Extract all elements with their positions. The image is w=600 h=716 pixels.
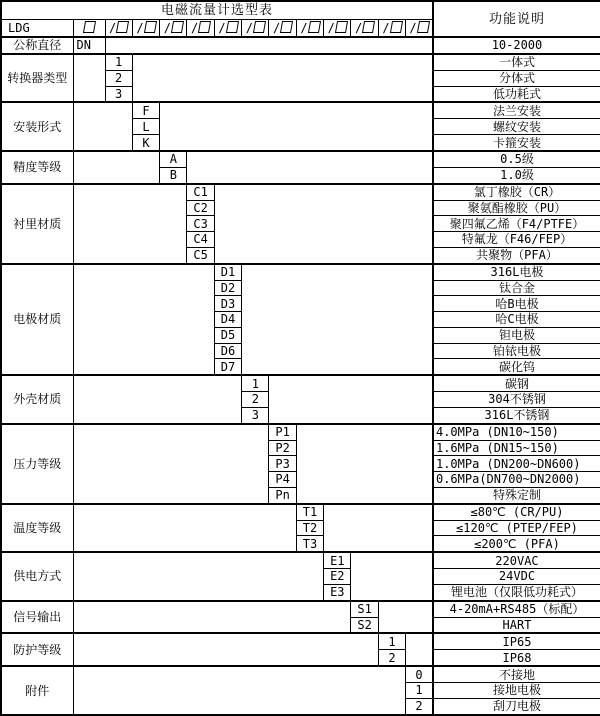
slash-separator: /: [245, 21, 253, 36]
code-cell: 2: [406, 698, 433, 715]
code-box-icon: [116, 21, 129, 33]
table-row: [1, 375, 600, 391]
code-cell: K: [132, 135, 159, 151]
code-cell: C2: [187, 200, 214, 216]
desc-cell: 特氟龙（F46/FEP）: [433, 232, 600, 248]
code-box-icon: [226, 21, 239, 33]
desc-cell: 316L电极: [433, 264, 600, 280]
title-row: [1, 1, 600, 19]
category-label-8: 温度等级: [1, 504, 73, 552]
right-spacer-cell: [242, 264, 433, 376]
code-cell: A: [160, 151, 187, 167]
desc-cell: 10-2000: [433, 37, 600, 54]
left-spacer-cell: [73, 424, 269, 504]
slash-separator: /: [300, 21, 308, 36]
desc-cell: 刮刀电极: [433, 698, 600, 715]
desc-cell: ≤120℃ (PTEP/FEP): [433, 520, 600, 536]
code-box-icon: [417, 21, 430, 33]
desc-cell: IP68: [433, 650, 600, 666]
category-label-12: 附件: [1, 666, 73, 715]
category-label-5: 电极材质: [1, 264, 73, 376]
slash-box-cell: [105, 19, 132, 37]
code-box-icon: [198, 21, 211, 33]
code-cell: C3: [187, 216, 214, 232]
desc-cell: 一体式: [433, 54, 600, 70]
left-spacer-cell: [73, 375, 242, 423]
slash-box-cell: [242, 19, 269, 37]
right-spacer-cell: [132, 54, 433, 102]
right-spacer-cell: [187, 151, 433, 184]
code-box-icon: [280, 21, 293, 33]
category-label-9: 供电方式: [1, 552, 73, 600]
right-spacer-cell: [351, 552, 433, 600]
right-spacer-cell: [378, 601, 433, 634]
code-box-icon: [308, 21, 321, 33]
code-box-icon: [144, 21, 157, 33]
table-row: [1, 151, 600, 167]
right-spacer-cell: [214, 184, 433, 264]
desc-cell: 聚氨酯橡胶（PU）: [433, 200, 600, 216]
code-cell: F: [132, 102, 159, 118]
desc-cell: 1.0MPa (DN200~DN600): [433, 456, 600, 472]
left-spacer-cell: [73, 54, 105, 102]
desc-cell: 碳化钨: [433, 359, 600, 375]
right-spacer-cell: [105, 37, 433, 54]
desc-cell: 分体式: [433, 70, 600, 86]
code-cell: 1: [242, 375, 269, 391]
category-label-10: 信号输出: [1, 601, 73, 634]
desc-cell: 共聚物（PFA）: [433, 247, 600, 263]
slash-box-cell: [132, 19, 159, 37]
right-spacer-cell: [296, 424, 433, 504]
slash-box-cell: [296, 19, 323, 37]
desc-cell: 特殊定制: [433, 487, 600, 503]
slash-separator: /: [355, 21, 363, 36]
code-cell: DN: [73, 37, 105, 54]
selection-table-body: [1, 37, 600, 715]
left-spacer-cell: [73, 102, 132, 150]
desc-cell: 316L不锈钢: [433, 407, 600, 423]
code-cell: 2: [105, 70, 132, 86]
code-cell: D2: [214, 280, 241, 296]
code-box-icon: [171, 21, 184, 33]
desc-cell: IP65: [433, 633, 600, 649]
desc-cell: 不接地: [433, 666, 600, 682]
code-cell: P3: [269, 456, 296, 472]
left-spacer-cell: [73, 264, 214, 376]
category-label-7: 压力等级: [1, 424, 73, 504]
table-row: [1, 264, 600, 280]
code-cell: 0: [406, 666, 433, 682]
desc-cell: HART: [433, 617, 600, 633]
slash-box-cell: [214, 19, 241, 37]
table-row: [1, 54, 600, 70]
desc-cell: 氯丁橡胶（CR）: [433, 184, 600, 200]
slash-separator: /: [191, 21, 199, 36]
code-cell: T2: [296, 520, 323, 536]
desc-cell: 低功耗式: [433, 86, 600, 102]
desc-cell: 304不锈钢: [433, 392, 600, 408]
code-cell: D4: [214, 312, 241, 328]
table-row: [1, 552, 600, 568]
desc-cell: 4.0MPa (DN10~150): [433, 424, 600, 440]
code-cell: P4: [269, 472, 296, 488]
slash-box-cell: [269, 19, 296, 37]
slash-separator: /: [382, 21, 390, 36]
table-row: [1, 601, 600, 617]
left-spacer-cell: [73, 666, 406, 715]
slash-box-cell: [187, 19, 214, 37]
code-cell: D1: [214, 264, 241, 280]
code-cell: C4: [187, 232, 214, 248]
code-cell: 1: [406, 682, 433, 698]
slash-box-cell: [324, 19, 351, 37]
desc-cell: 法兰安装: [433, 102, 600, 118]
function-column-header: 功能说明: [433, 1, 600, 37]
code-cell: C1: [187, 184, 214, 200]
table-row: [1, 37, 600, 54]
category-label-0: 公称直径: [1, 37, 73, 54]
slash-separator: /: [136, 21, 144, 36]
code-cell: L: [132, 119, 159, 135]
desc-cell: 1.6MPa (DN15~150): [433, 440, 600, 456]
left-spacer-cell: [73, 504, 296, 552]
code-cell: E3: [324, 584, 351, 600]
slash-box-cell: [351, 19, 378, 37]
desc-cell: 哈B电极: [433, 296, 600, 312]
code-cell: P2: [269, 440, 296, 456]
code-cell: D3: [214, 296, 241, 312]
model-box-cell: [73, 19, 105, 37]
category-label-4: 衬里材质: [1, 184, 73, 264]
code-box-icon: [83, 21, 96, 33]
code-box-icon: [253, 21, 266, 33]
table-row: [1, 424, 600, 440]
desc-cell: 铂铱电极: [433, 343, 600, 359]
desc-cell: 碳钢: [433, 375, 600, 391]
slash-separator: /: [273, 21, 281, 36]
category-label-3: 精度等级: [1, 151, 73, 184]
slash-box-cell: [406, 19, 433, 37]
category-label-6: 外壳材质: [1, 375, 73, 423]
desc-cell: ≤80℃ (CR/PU): [433, 504, 600, 520]
code-cell: P1: [269, 424, 296, 440]
slash-separator: /: [218, 21, 226, 36]
code-cell: B: [160, 167, 187, 183]
code-box-icon: [362, 21, 375, 33]
code-cell: E1: [324, 552, 351, 568]
right-spacer-cell: [160, 102, 433, 150]
category-label-2: 安装形式: [1, 102, 73, 150]
desc-cell: 锂电池（仅限低功耗式）: [433, 584, 600, 600]
slash-box-cell: [378, 19, 405, 37]
desc-cell: 0.6MPa(DN700~DN2000): [433, 472, 600, 488]
desc-cell: 0.5级: [433, 151, 600, 167]
code-box-icon: [335, 21, 348, 33]
category-label-1: 转换器类型: [1, 54, 73, 102]
code-cell: 2: [242, 392, 269, 408]
code-cell: C5: [187, 247, 214, 263]
code-box-icon: [390, 21, 403, 33]
desc-cell: 4-20mA+RS485（标配）: [433, 601, 600, 617]
desc-cell: 卡箍安装: [433, 135, 600, 151]
code-cell: S1: [351, 601, 378, 617]
table-title: 电磁流量计选型表: [1, 1, 433, 19]
code-cell: T1: [296, 504, 323, 520]
slash-separator: /: [409, 21, 417, 36]
left-spacer-cell: [73, 151, 160, 184]
left-spacer-cell: [73, 601, 351, 634]
table-row: [1, 102, 600, 118]
code-cell: 3: [242, 407, 269, 423]
right-spacer-cell: [324, 504, 433, 552]
code-cell: D5: [214, 327, 241, 343]
desc-cell: 聚四氟乙烯（F4/PTFE）: [433, 216, 600, 232]
desc-cell: 钛合金: [433, 280, 600, 296]
slash-separator: /: [163, 21, 171, 36]
desc-cell: 接地电极: [433, 682, 600, 698]
table-row: [1, 633, 600, 649]
right-spacer-cell: [269, 375, 433, 423]
code-cell: T3: [296, 536, 323, 552]
desc-cell: 220VAC: [433, 552, 600, 568]
left-spacer-cell: [73, 184, 187, 264]
code-cell: E2: [324, 569, 351, 585]
code-cell: 1: [105, 54, 132, 70]
left-spacer-cell: [73, 633, 378, 666]
desc-cell: 1.0级: [433, 167, 600, 183]
code-cell: 2: [378, 650, 405, 666]
code-cell: S2: [351, 617, 378, 633]
model-prefix: LDG: [1, 19, 73, 37]
desc-cell: ≤200℃ (PFA): [433, 536, 600, 552]
category-label-11: 防护等级: [1, 633, 73, 666]
desc-cell: 哈C电极: [433, 312, 600, 328]
table-row: [1, 504, 600, 520]
table-row: [1, 666, 600, 682]
slash-box-cell: [160, 19, 187, 37]
desc-cell: 钽电极: [433, 327, 600, 343]
right-spacer-cell: [406, 633, 433, 666]
code-cell: D7: [214, 359, 241, 375]
code-cell: Pn: [269, 487, 296, 503]
code-cell: 1: [378, 633, 405, 649]
code-cell: D6: [214, 343, 241, 359]
left-spacer-cell: [73, 552, 324, 600]
desc-cell: 24VDC: [433, 569, 600, 585]
slash-separator: /: [327, 21, 335, 36]
slash-separator: /: [109, 21, 117, 36]
table-row: [1, 184, 600, 200]
desc-cell: 螺纹安装: [433, 119, 600, 135]
code-cell: 3: [105, 86, 132, 102]
